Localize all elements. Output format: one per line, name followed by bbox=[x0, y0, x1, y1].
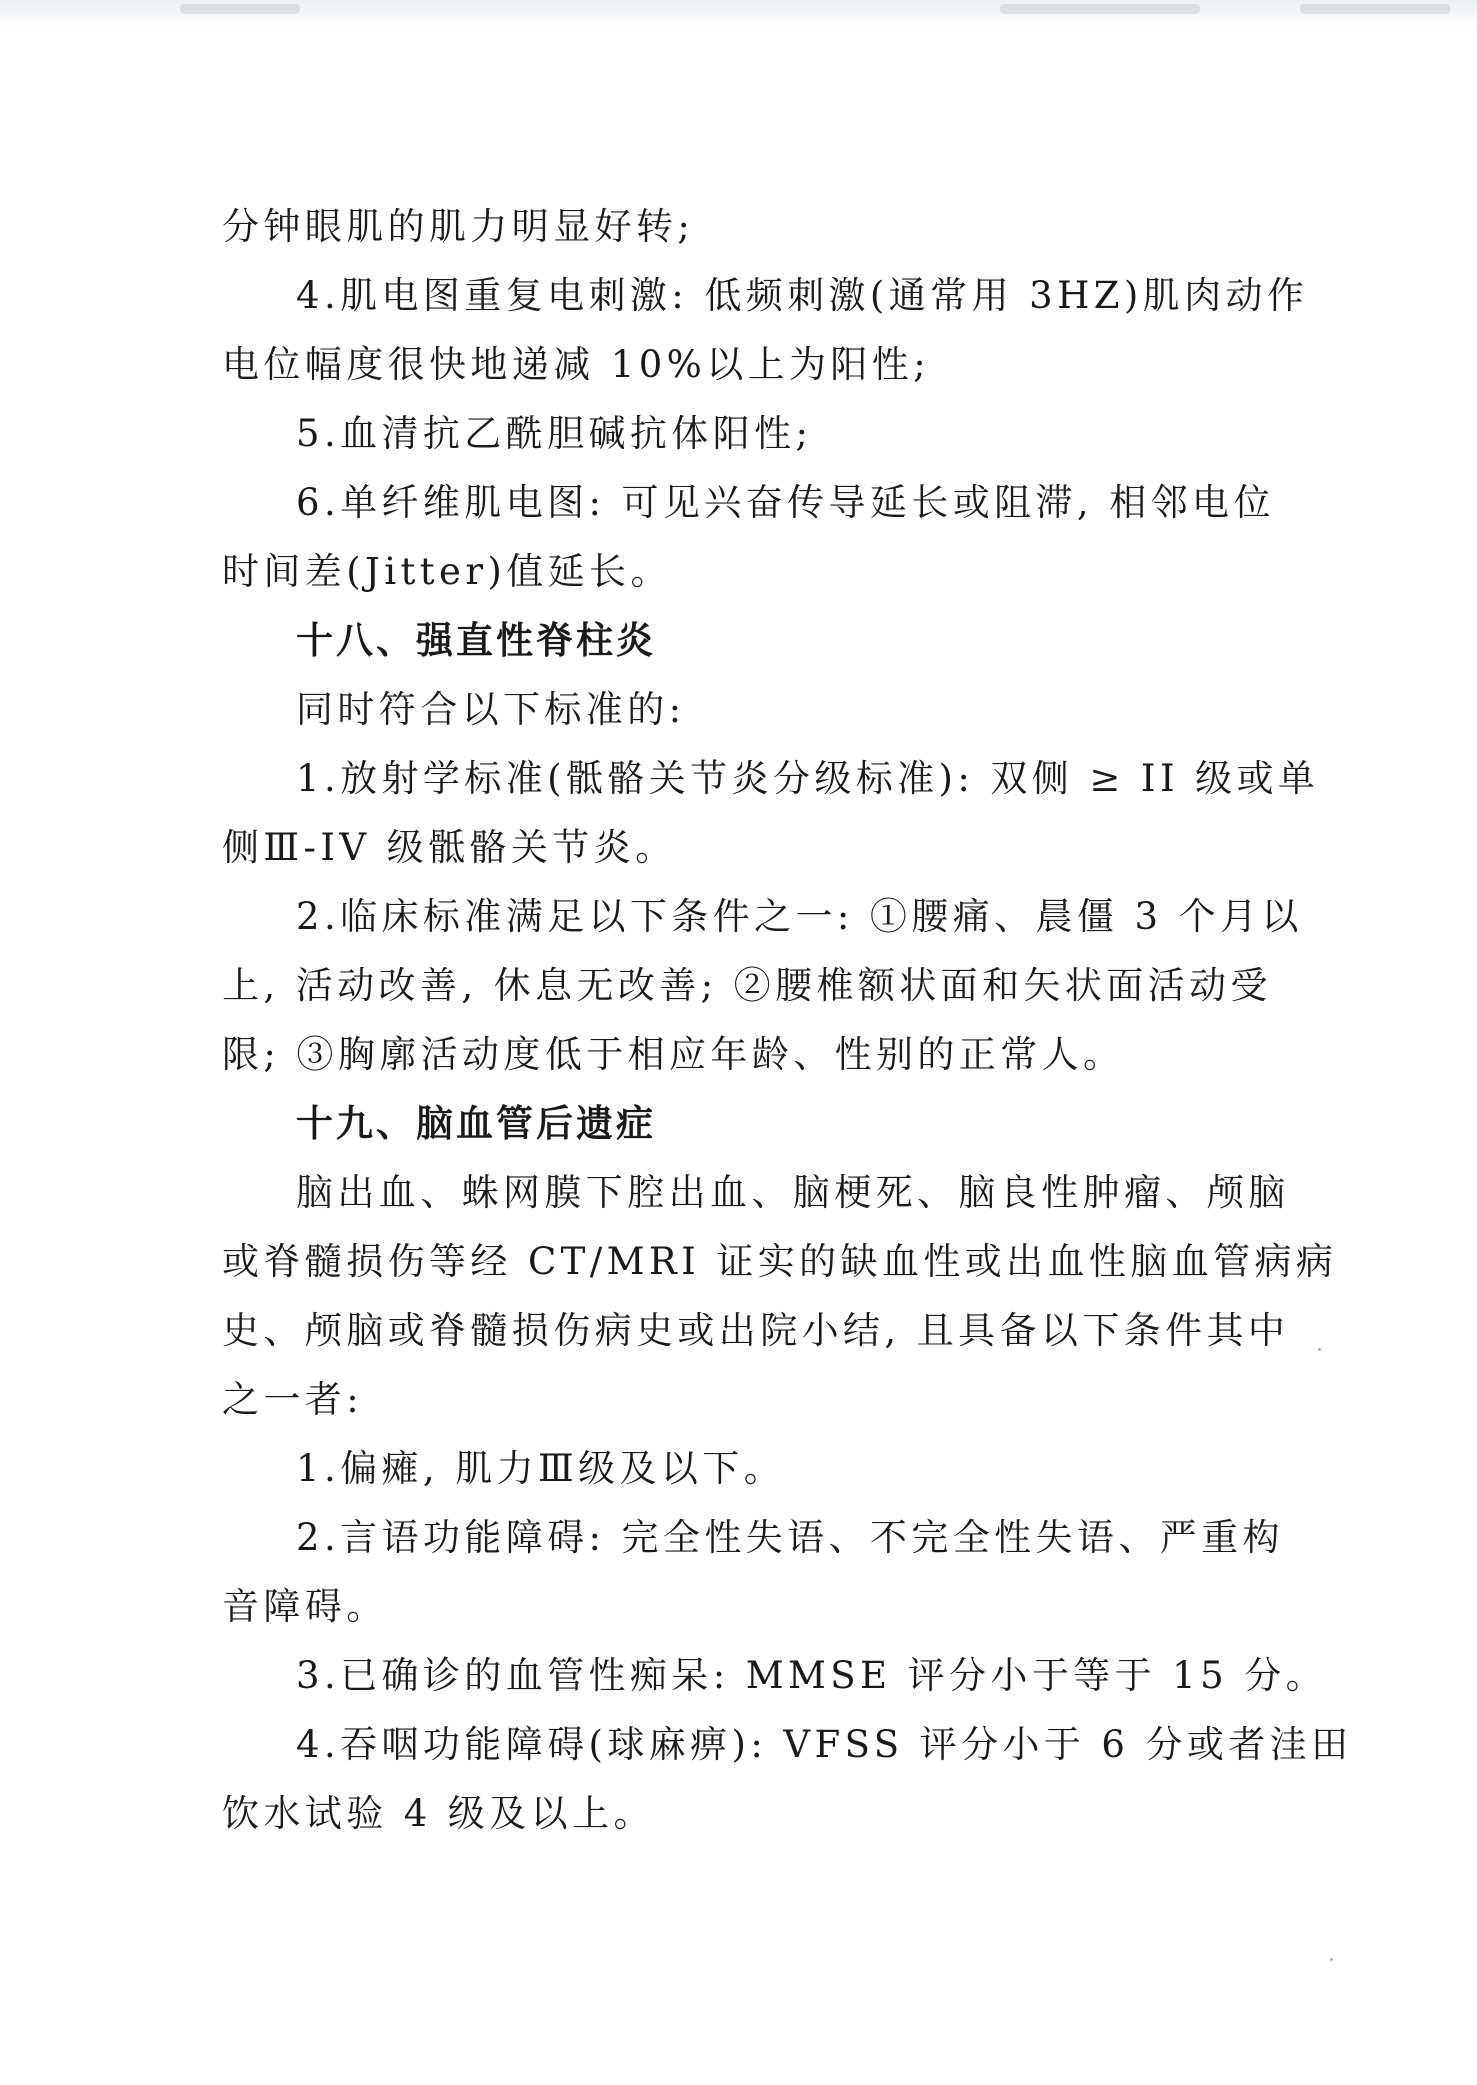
criteria-item-2: 2.临床标准满足以下条件之一: ①腰痛、晨僵 3 个月以 bbox=[296, 895, 1303, 938]
scan-speck bbox=[180, 4, 300, 14]
scan-mark bbox=[1318, 1348, 1321, 1351]
scan-speck bbox=[1300, 4, 1450, 14]
section-heading-19: 十九、脑血管后遗症 bbox=[296, 1102, 656, 1145]
criteria-item-3: 3.已确诊的血管性痴呆: MMSE 评分小于等于 15 分。 bbox=[296, 1654, 1328, 1697]
section-intro: 同时符合以下标准的: bbox=[296, 688, 686, 731]
scan-speck bbox=[1000, 4, 1200, 14]
scan-mark bbox=[1330, 1958, 1333, 1961]
paragraph-line: 饮水试验 4 级及以上。 bbox=[222, 1792, 655, 1835]
paragraph-line: 侧Ⅲ-IV 级骶骼关节炎。 bbox=[222, 826, 677, 869]
paragraph-line: 音障碍。 bbox=[222, 1585, 388, 1628]
document-page bbox=[222, 192, 1353, 1848]
section-intro: 脑出血、蛛网膜下腔出血、脑梗死、脑良性肿瘤、颅脑 bbox=[296, 1171, 1290, 1214]
section-heading-18: 十八、强直性脊柱炎 bbox=[296, 619, 656, 662]
criteria-item-4: 4.吞咽功能障碍(球麻痹): VFSS 评分小于 6 分或者洼田 bbox=[296, 1723, 1353, 1766]
criteria-item-5: 5.血清抗乙酰胆碱抗体阳性; bbox=[296, 412, 813, 455]
paragraph-line: 或脊髓损伤等经 CT/MRI 证实的缺血性或出血性脑血管病病 bbox=[222, 1240, 1338, 1283]
criteria-item-2: 2.言语功能障碍: 完全性失语、不完全性失语、严重构 bbox=[296, 1516, 1284, 1559]
paragraph-line: 电位幅度很快地递减 10%以上为阳性; bbox=[222, 343, 931, 386]
criteria-item-6: 6.单纤维肌电图: 可见兴奋传导延长或阻滞, 相邻电位 bbox=[296, 481, 1275, 524]
paragraph-line: 史、颅脑或脊髓损伤病史或出院小结, 且具备以下条件其中 bbox=[222, 1309, 1290, 1352]
paragraph-line: 之一者: bbox=[222, 1378, 364, 1421]
criteria-item-1: 1.偏瘫, 肌力Ⅲ级及以下。 bbox=[296, 1447, 786, 1490]
criteria-item-4: 4.肌电图重复电刺激: 低频刺激(通常用 3HZ)肌肉动作 bbox=[296, 274, 1309, 317]
scan-edge-top bbox=[0, 0, 1477, 28]
paragraph-line: 上, 活动改善, 休息无改善; ②腰椎额状面和矢状面活动受 bbox=[222, 964, 1272, 1007]
paragraph-line: 时间差(Jitter)值延长。 bbox=[222, 550, 672, 593]
paragraph-line: 限; ③胸廓活动度低于相应年龄、性别的正常人。 bbox=[222, 1033, 1125, 1076]
criteria-item-1: 1.放射学标准(骶骼关节炎分级标准): 双侧 ≥ II 级或单 bbox=[296, 757, 1320, 800]
paragraph-line: 分钟眼肌的肌力明显好转; bbox=[222, 205, 695, 248]
